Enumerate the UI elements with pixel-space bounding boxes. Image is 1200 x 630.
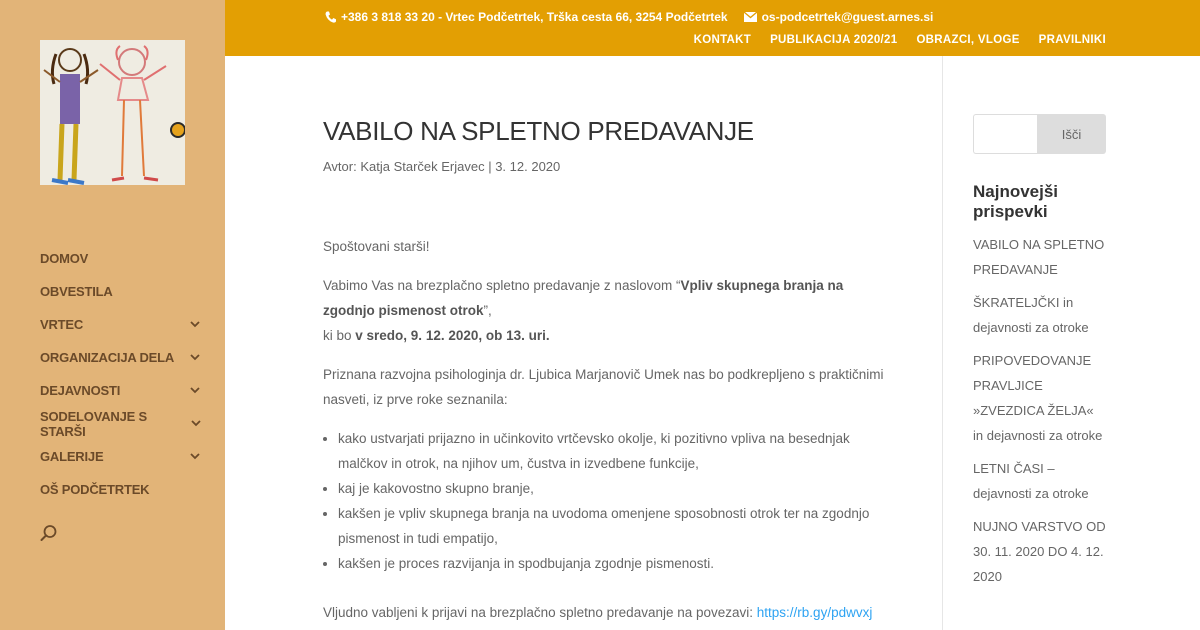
- speaker-paragraph: Priznana razvojna psihologinja dr. Ljubica Marjanovič Umek nas bo podkrepljeno s praktičnimi nasveti, iz prve roke seznanila:: [323, 367, 884, 407]
- chevron-down-icon[interactable]: [186, 382, 204, 400]
- search-icon: [40, 524, 58, 542]
- when-prefix: ki bo: [323, 328, 356, 343]
- lecture-title: Vpliv skupnega branja na zgodnjo pismenost otrok: [323, 278, 844, 318]
- invite-suffix: ”,: [483, 303, 492, 318]
- search-form: [973, 114, 1106, 154]
- sidebar-nav-label: OBVESTILA: [40, 284, 113, 299]
- sidebar-nav-item[interactable]: [40, 473, 210, 506]
- phone-address-text: +386 3 818 33 20 - Vrtec Podčetrtek, Trška cesta 66, 3254 Podčetrtek: [341, 10, 728, 24]
- list-item: • kakšen je vpliv skupnega branja na uvodoma omenjene sposobnosti otrok ter na zgodnjo pismenost in tudi empatijo,: [338, 501, 893, 551]
- sidebar-nav-item[interactable]: [40, 341, 210, 374]
- top-nav-kontakt[interactable]: KONTAKT: [693, 34, 752, 46]
- recent-post-link[interactable]: NUJNO VARSTVO OD 30. 11. 2020 DO 4. 12. 2020: [973, 519, 1106, 584]
- post-content: [323, 56, 893, 630]
- sidebar-nav-item[interactable]: [40, 308, 210, 341]
- email-link[interactable]: os-podcetrtek@guest.arnes.si: [761, 10, 934, 24]
- invite-paragraph: [323, 273, 893, 348]
- register-link[interactable]: https://rb.gy/pdwvxj: [756, 605, 873, 620]
- search-input[interactable]: [973, 114, 1037, 154]
- main-nav: [40, 242, 210, 506]
- post-body: [323, 234, 893, 625]
- sidebar-nav-label: OŠ PODČETRTEK: [40, 482, 150, 497]
- register-paragraph: [323, 600, 893, 625]
- sidebar-nav-item[interactable]: [40, 242, 210, 275]
- sidebar-nav-item[interactable]: [40, 275, 210, 308]
- top-header: [225, 0, 1200, 56]
- post-title: VABILO NA SPLETNO PREDAVANJE: [323, 116, 754, 146]
- lecture-datetime: v sredo, 9. 12. 2020, ob 13. uri.: [355, 328, 550, 343]
- topics-list: [338, 426, 893, 576]
- recent-post-link[interactable]: LETNI ČASI – dejavnosti za otroke: [973, 461, 1089, 501]
- envelope-icon: [744, 10, 758, 24]
- invite-prefix: Vabimo Vas na brezplačno spletno predavanje z naslovom “: [323, 278, 681, 293]
- top-nav-obrazci[interactable]: OBRAZCI, VLOGE: [916, 34, 1020, 46]
- top-nav-publikacija[interactable]: PUBLIKACIJA 2020/21: [770, 34, 898, 46]
- chevron-down-icon[interactable]: [186, 316, 204, 334]
- sidebar-nav-label: SODELOVANJE S STARŠI: [40, 408, 147, 439]
- recent-post-link[interactable]: VABILO NA SPLETNO PREDAVANJE: [973, 237, 1105, 277]
- sidebar-nav-label: DEJAVNOSTI: [40, 383, 121, 398]
- recent-posts-list: [973, 232, 1106, 589]
- sidebar-nav-label: VRTEC: [40, 317, 84, 332]
- recent-post-link[interactable]: PRIPOVEDOVANJE PRAVLJICE »ZVEZDICA ŽELJA« in dejavnosti za otroke: [973, 353, 1103, 443]
- post-meta: Avtor: Katja Starček Erjavec | 3. 12. 2020: [323, 159, 561, 174]
- greeting: Spoštovani starši!: [323, 239, 430, 254]
- left-sidebar: [0, 0, 225, 630]
- phone-icon: [323, 10, 337, 24]
- logo-drawing: [40, 40, 185, 185]
- list-item: • kako ustvarjati prijazno in učinkovito vrtčevsko okolje, ki pozitivno vpliva na besednjak malčkov in otrok, na njihov um, čustva in izvedbene funkcije,: [338, 426, 893, 476]
- sidebar-search-button[interactable]: [40, 524, 70, 548]
- chevron-down-icon[interactable]: [186, 349, 204, 367]
- search-button[interactable]: Išči: [1037, 114, 1106, 154]
- chevron-down-icon[interactable]: [187, 415, 204, 433]
- content-divider: [942, 56, 943, 630]
- sidebar-nav-label: GALERIJE: [40, 449, 104, 464]
- contact-info: [323, 10, 933, 24]
- right-sidebar: [973, 114, 1106, 597]
- sidebar-nav-item[interactable]: [40, 440, 210, 473]
- recent-posts-title: Najnovejši prispevki: [973, 182, 1059, 221]
- chevron-down-icon[interactable]: [186, 448, 204, 466]
- sidebar-nav-label: ORGANIZACIJA DELA: [40, 350, 175, 365]
- top-nav-pravilniki[interactable]: PRAVILNIKI: [1038, 34, 1106, 46]
- sidebar-nav-item[interactable]: [40, 374, 210, 407]
- site-logo[interactable]: [40, 40, 185, 185]
- list-item: • kaj je kakovostno skupno branje,: [338, 476, 893, 501]
- recent-post-link[interactable]: ŠKRATELJČKI in dejavnosti za otroke: [973, 295, 1089, 335]
- list-item: • kakšen je proces razvijanja in spodbujanja zgodnje pismenosti.: [338, 551, 893, 576]
- sidebar-nav-label: DOMOV: [40, 251, 89, 266]
- register-prefix: Vljudno vabljeni k prijavi na brezplačno spletno predavanje na povezavi:: [323, 605, 757, 620]
- top-nav: [694, 34, 1106, 46]
- sidebar-nav-item[interactable]: [40, 407, 210, 440]
